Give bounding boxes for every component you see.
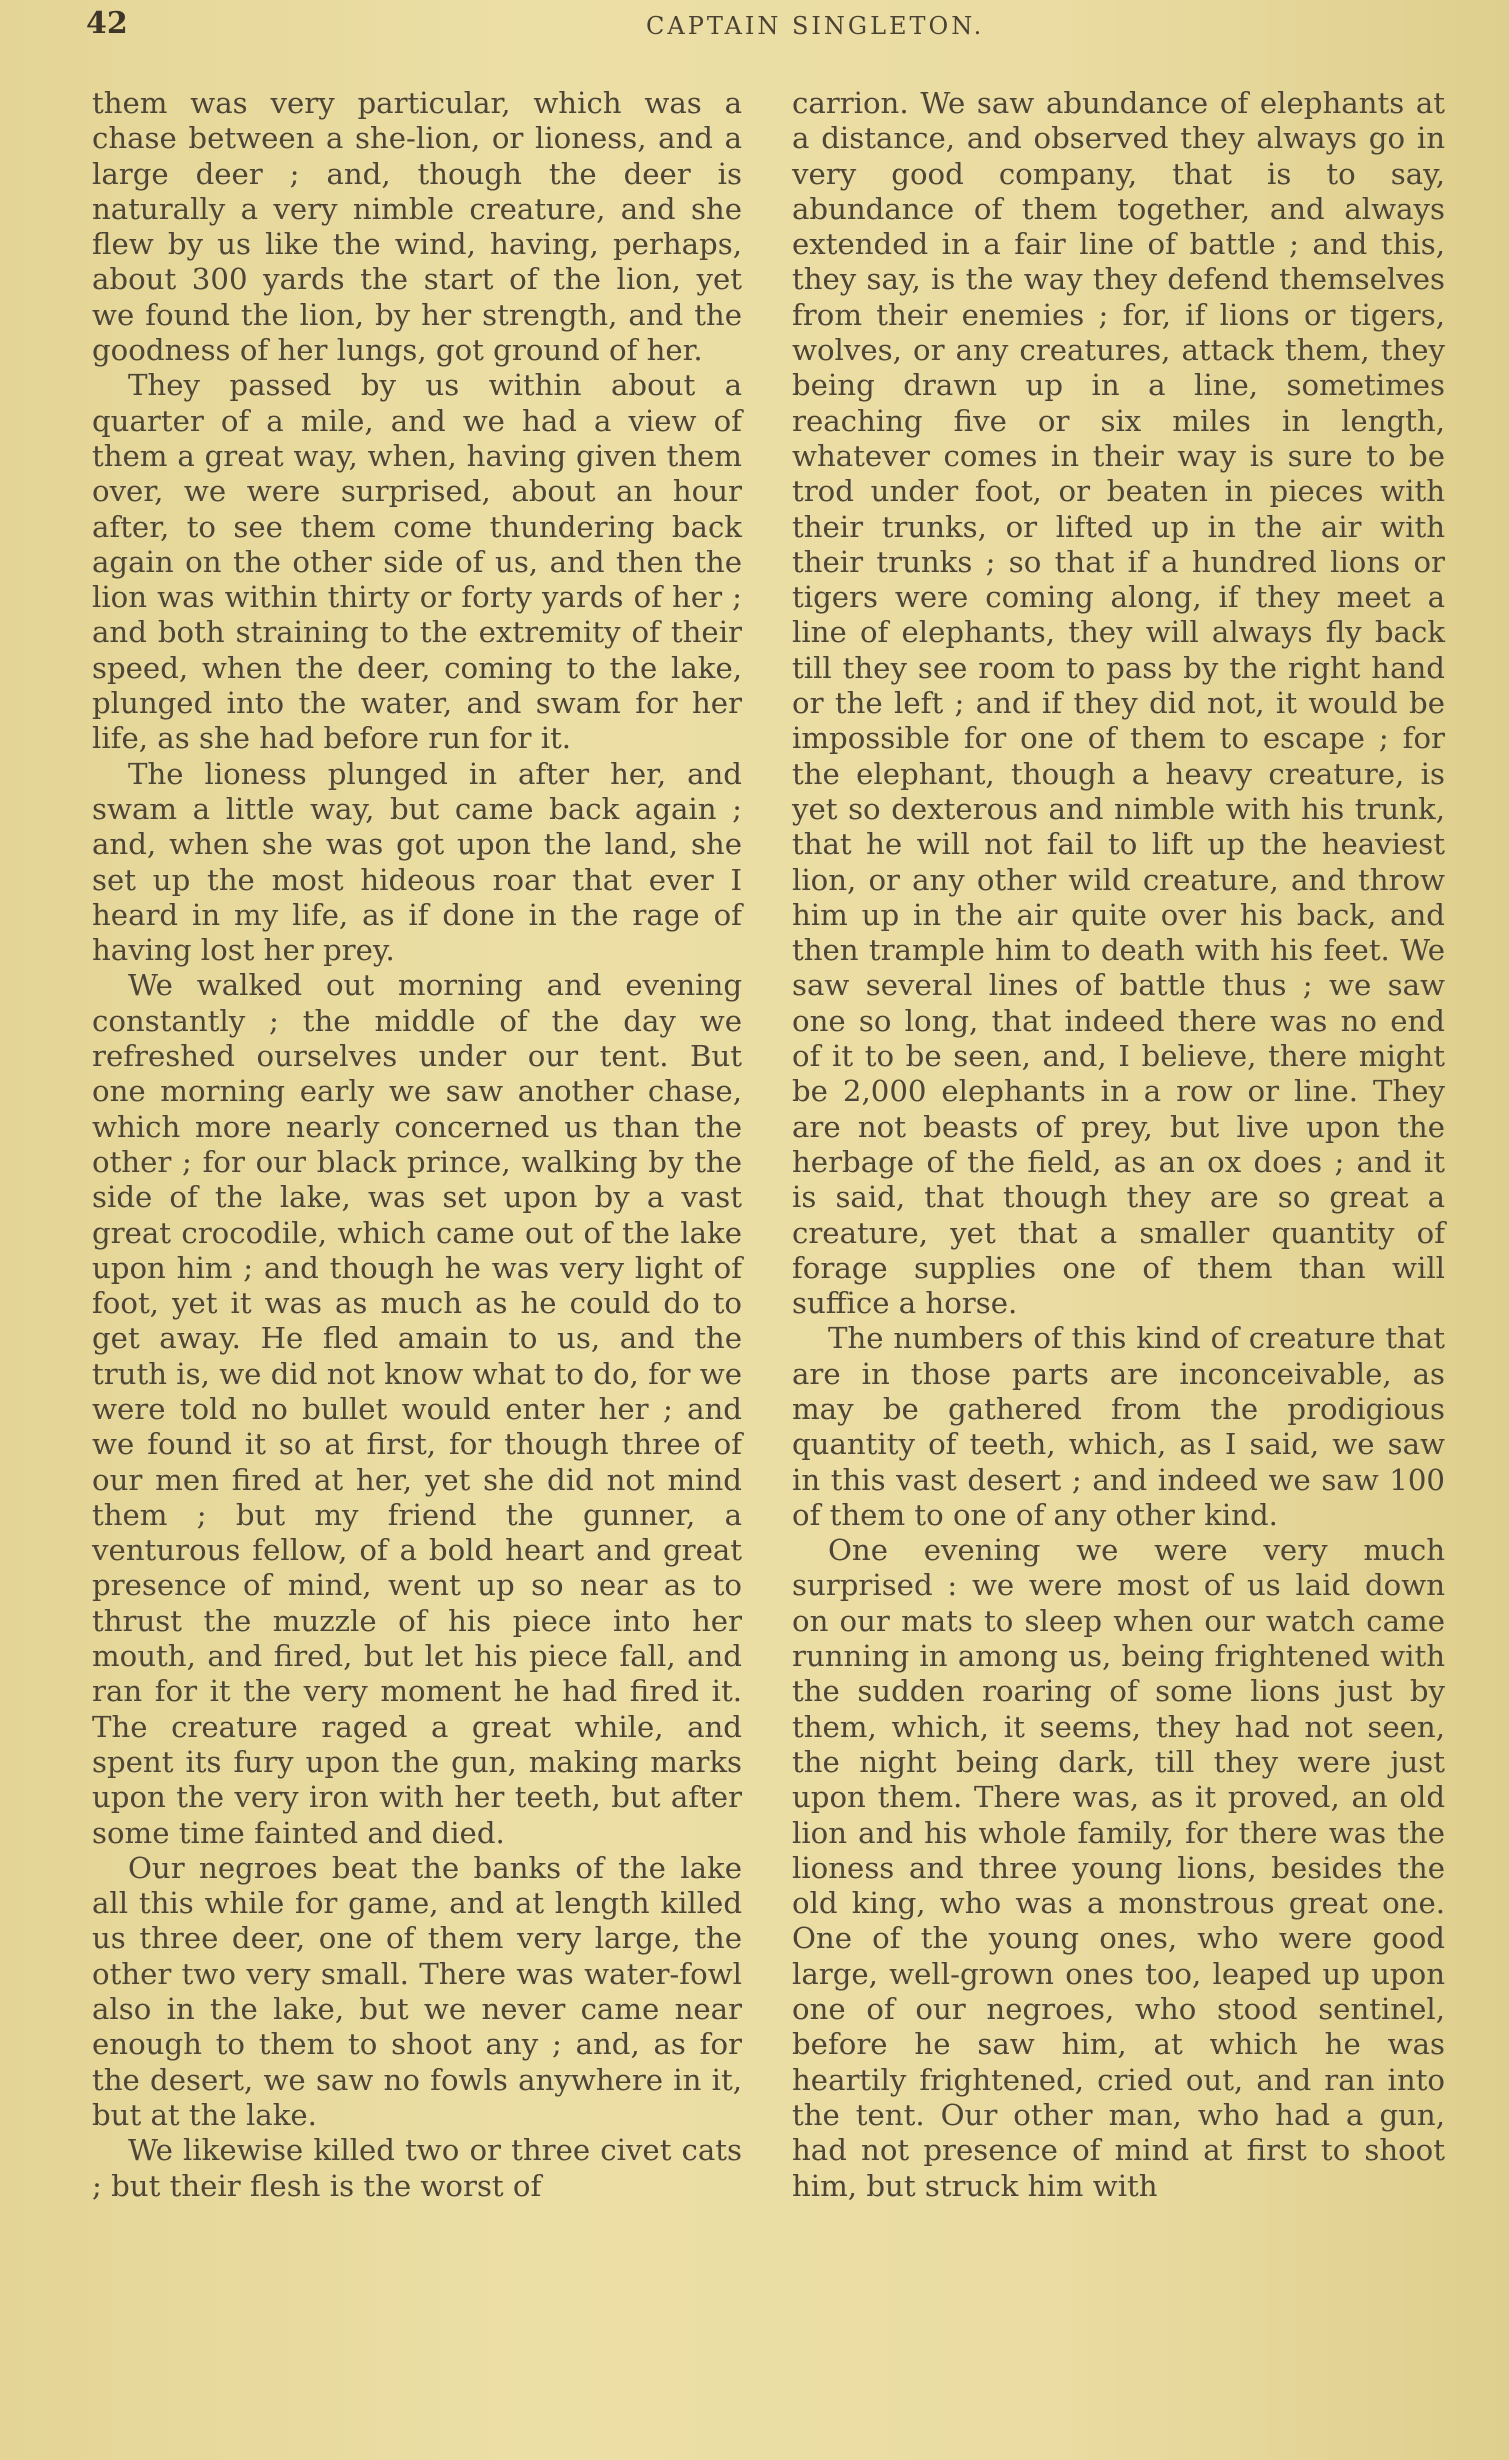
paragraph: They passed by us within about a quarter of a mile, and we had a view of them a great way, when, having given them over, we were surprised, about an hour after, to see them come thundering back again on the other side of us, and then the lion was within thirty or forty yards of her ; and both straining to the extremity of their speed, when the deer, coming to the lake, plunged into the water, and swam for her life, as she had before run for it. xyxy=(92,368,742,756)
page-header xyxy=(86,6,1466,46)
paragraph: We walked out morning and evening constantly ; the middle of the day we refreshed ourselves under our tent. But one morning early we saw another chase, which more nearly concerned us than the other ; for our black prince, walking by the side of the lake, was set upon by a vast great crocodile, which came out of the lake upon him ; and though he was very light of foot, yet it was as much as he could do to get away. He fled amain to us, and the truth is, we did not know what to do, for we were told no bullet would enter her ; and we found it so at first, for though three of our men fired at her, yet she did not mind them ; but my friend the gunner, a venturous fellow, of a bold heart and great presence of mind, went up so near as to thrust the muzzle of his piece into her mouth, and fired, but let his piece fall, and ran for it the very moment he had fired it. The creature raged a great while, and spent its fury upon the gun, making marks upon the very iron with her teeth, but after some time fainted and died. xyxy=(92,968,742,1850)
paragraph: The numbers of this kind of creature that are in those parts are inconceivable, as may be gathered from the prodigious quantity of teeth, which, as I said, we saw in this vast desert ; and indeed we saw 100 of them to one of any other kind. xyxy=(792,1321,1445,1532)
paragraph: We likewise killed two or three civet cats ; but their flesh is the worst of xyxy=(92,2133,742,2203)
page-number: 42 xyxy=(86,6,128,41)
paragraph: One evening we were very much surprised : we were most of us laid down on our mats to sleep when our watch came running in among us, being frightened with the sudden roaring of some lions just by them, which, it seems, they had not seen, the night being dark, till they were just upon them. There was, as it proved, an old lion and his whole family, for there was the lioness and three young lions, besides the old king, who was a monstrous great one. One of the young ones, who were good large, well-grown ones too, leaped up upon one of our negroes, who stood sentinel, before he saw him, at which he was heartily frightened, cried out, and ran into the tent. Our other man, who had a gun, had not presence of mind at first to shoot him, but struck him with xyxy=(792,1533,1445,2203)
paragraph: The lioness plunged in after her, and swam a little way, but came back again ; and, when she was got upon the land, she set up the most hideous roar that ever I heard in my life, as if done in the rage of having lost her prey. xyxy=(92,756,742,968)
right-column xyxy=(792,86,1445,2204)
left-column xyxy=(92,86,742,2204)
paragraph: carrion. We saw abundance of elephants at a distance, and observed they always go in very good company, that is to say, abundance of them together, and always extended in a fair line of battle ; and this, they say, is the way they defend themselves from their enemies ; for, if lions or tigers, wolves, or any creatures, attack them, they being drawn up in a line, sometimes reaching five or six miles in length, whatever comes in their way is sure to be trod under foot, or beaten in pieces with their trunks, or lifted up in the air with their trunks ; so that if a hundred lions or tigers were coming along, if they meet a line of elephants, they will always fly back till they see room to pass by the right hand or the left ; and if they did not, it would be impossible for one of them to escape ; for the elephant, though a heavy creature, is yet so dexterous and nimble with his trunk, that he will not fail to lift up the heaviest lion, or any other wild creature, and throw him up in the air quite over his back, and then trample him to death with his feet. We saw several lines of battle thus ; we saw one so long, that indeed there was no end of it to be seen, and, I believe, there might be 2,000 elephants in a row or line. They are not beasts of prey, but live upon the herbage of the field, as an ox does ; and it is said, that though they are so great a creature, yet that a smaller quantity of forage supplies one of them than will suffice a horse. xyxy=(792,86,1445,1321)
paragraph: them was very particular, which was a chase between a she-lion, or lioness, and a large deer ; and, though the deer is naturally a very nimble creature, and she flew by us like the wind, having, perhaps, about 300 yards the start of the lion, yet we found the lion, by her strength, and the goodness of her lungs, got ground of her. xyxy=(92,86,742,368)
running-title: CAPTAIN SINGLETON. xyxy=(646,12,985,40)
paragraph: Our negroes beat the banks of the lake all this while for game, and at length killed us three deer, one of them very large, the other two very small. There was water-fowl also in the lake, but we never came near enough to them to shoot any ; and, as for the desert, we saw no fowls anywhere in it, but at the lake. xyxy=(92,1850,742,2132)
